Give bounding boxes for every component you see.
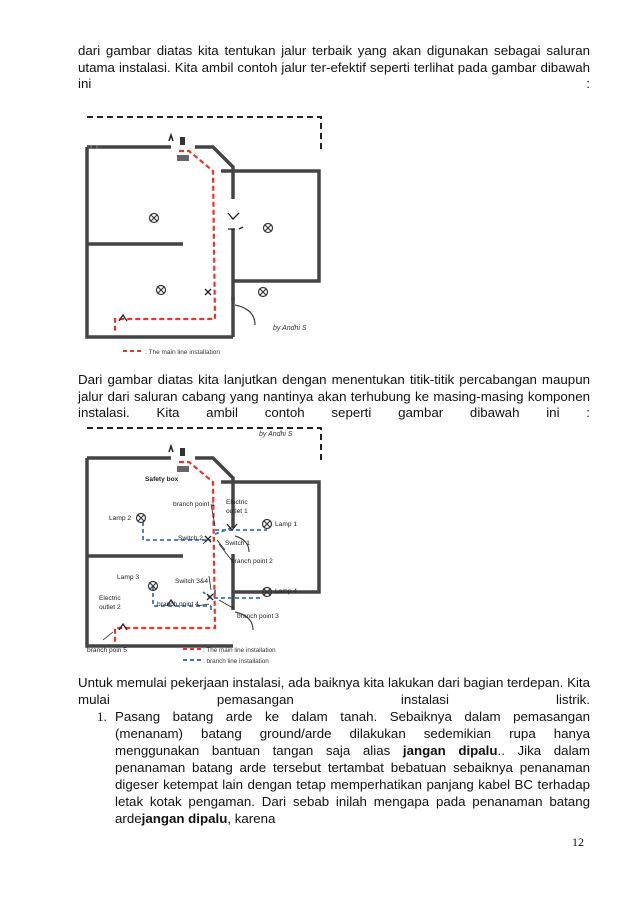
- paragraph-3: Untuk memulai pekerjaan instalasi, ada baiknya kita lakukan dari bagian terdepan. Kita mulai pemasangan instalasi listrik.: [78, 675, 590, 707]
- meter-icon: [180, 448, 185, 456]
- label-lamp-1: Lamp 1: [275, 521, 297, 528]
- label-safety-box: Safety box: [145, 476, 179, 483]
- label-lamp-3: Lamp 3: [117, 574, 139, 581]
- label-branch-point-1: branch point 1: [173, 501, 215, 508]
- switch-icon: [228, 213, 239, 219]
- safety-box-icon: [177, 155, 189, 161]
- boundary-top: [87, 117, 321, 149]
- page-number: 12: [572, 835, 584, 849]
- lamp-icon: [259, 288, 268, 297]
- lamp-icon: [137, 514, 146, 523]
- walls: [87, 147, 319, 337]
- door-arc: [235, 305, 255, 325]
- main-line-path: [115, 462, 215, 642]
- label-branch-point-2: branch point 2: [231, 558, 273, 565]
- paragraph-2: Dari gambar diatas kita lanjutkan dengan menentukan titik-titik percabangan maupun jalur dari saluran cabang yang nantinya akan terhubung ke masing-masing komponen instalasi. Kita ambil contoh seperti gambar dibawah ini :: [78, 372, 590, 420]
- bold-emphasis: jangan dipalu: [141, 811, 228, 826]
- list-item: 1. Pasang batang arde ke dalam tanah. Sebaiknya dalam pemasangan (menanam) batang ground/arde dilakukan sedemikian rupa hanya menggunakan bantuan tangan saja alias jangan dipalu.. Jika dalam penanaman batang arde tersebut tertambat bebatuan sebaiknya penanaman digeser ketempat lain dengan tetap memperhatikan panjang kabel BC terhadap letak kotak pengaman. Dari sebab inilah mengapa pada penanaman batang ardejangan dipalu, karena: [97, 709, 590, 826]
- label-electric-outlet-2-b: outlet 2: [99, 604, 121, 611]
- list-item-number: 1.: [97, 709, 107, 724]
- service-arrow-icon: [169, 446, 173, 452]
- numbered-list: [78, 708, 590, 827]
- label-switch-2: Switch 2: [178, 535, 203, 542]
- walls: [87, 458, 319, 646]
- label-switch-1: Switch 1: [225, 540, 250, 547]
- safety-box-icon: [177, 466, 189, 472]
- label-branch-poin-5: branch poin 5: [87, 647, 127, 654]
- figure-credit: by Andhi S: [259, 431, 293, 438]
- figure-main-line: [83, 109, 328, 361]
- switch-icon: [205, 289, 211, 295]
- label-electric-outlet-1-b: outlet 1: [226, 508, 248, 515]
- bold-emphasis: jangan dipalu: [402, 743, 498, 758]
- label-switch-34: Switch 3&4: [175, 578, 208, 585]
- legend-branch-label: : branch line installation: [203, 658, 269, 665]
- figure-credit: by Andhi S: [273, 325, 307, 332]
- label-lamp-4: Lamp 4: [275, 588, 297, 595]
- label-electric-outlet-1-a: Electric: [226, 499, 248, 506]
- branch-line-paths: [143, 522, 267, 610]
- lamp-icon: [157, 286, 166, 295]
- figure-branch-line: [83, 420, 328, 672]
- service-arrow-icon: [169, 135, 173, 141]
- lamp-icon: [150, 214, 159, 223]
- label-branch-point-3: branch point 3: [237, 613, 279, 620]
- legend-main-label: : The main line installation: [203, 647, 276, 654]
- label-lamp-2: Lamp 2: [109, 515, 131, 522]
- label-branch-point-4: branch point 4: [157, 601, 199, 608]
- label-electric-outlet-2-a: Electric: [99, 595, 121, 602]
- main-line-path: [115, 151, 215, 333]
- switch-icon: [228, 227, 243, 229]
- meter-icon: [180, 137, 185, 145]
- paragraph-1: dari gambar diatas kita tentukan jalur terbaik yang akan digunakan sebagai saluran utama instalasi. Kita ambil contoh jalur ter-efektif seperti terlihat pada gambar dibawah ini :: [78, 43, 590, 91]
- switch-icon: [207, 594, 213, 600]
- lamp-icon: [263, 520, 272, 529]
- lamp-icon: [264, 224, 273, 233]
- legend-main-label: : The main line installation: [145, 349, 221, 356]
